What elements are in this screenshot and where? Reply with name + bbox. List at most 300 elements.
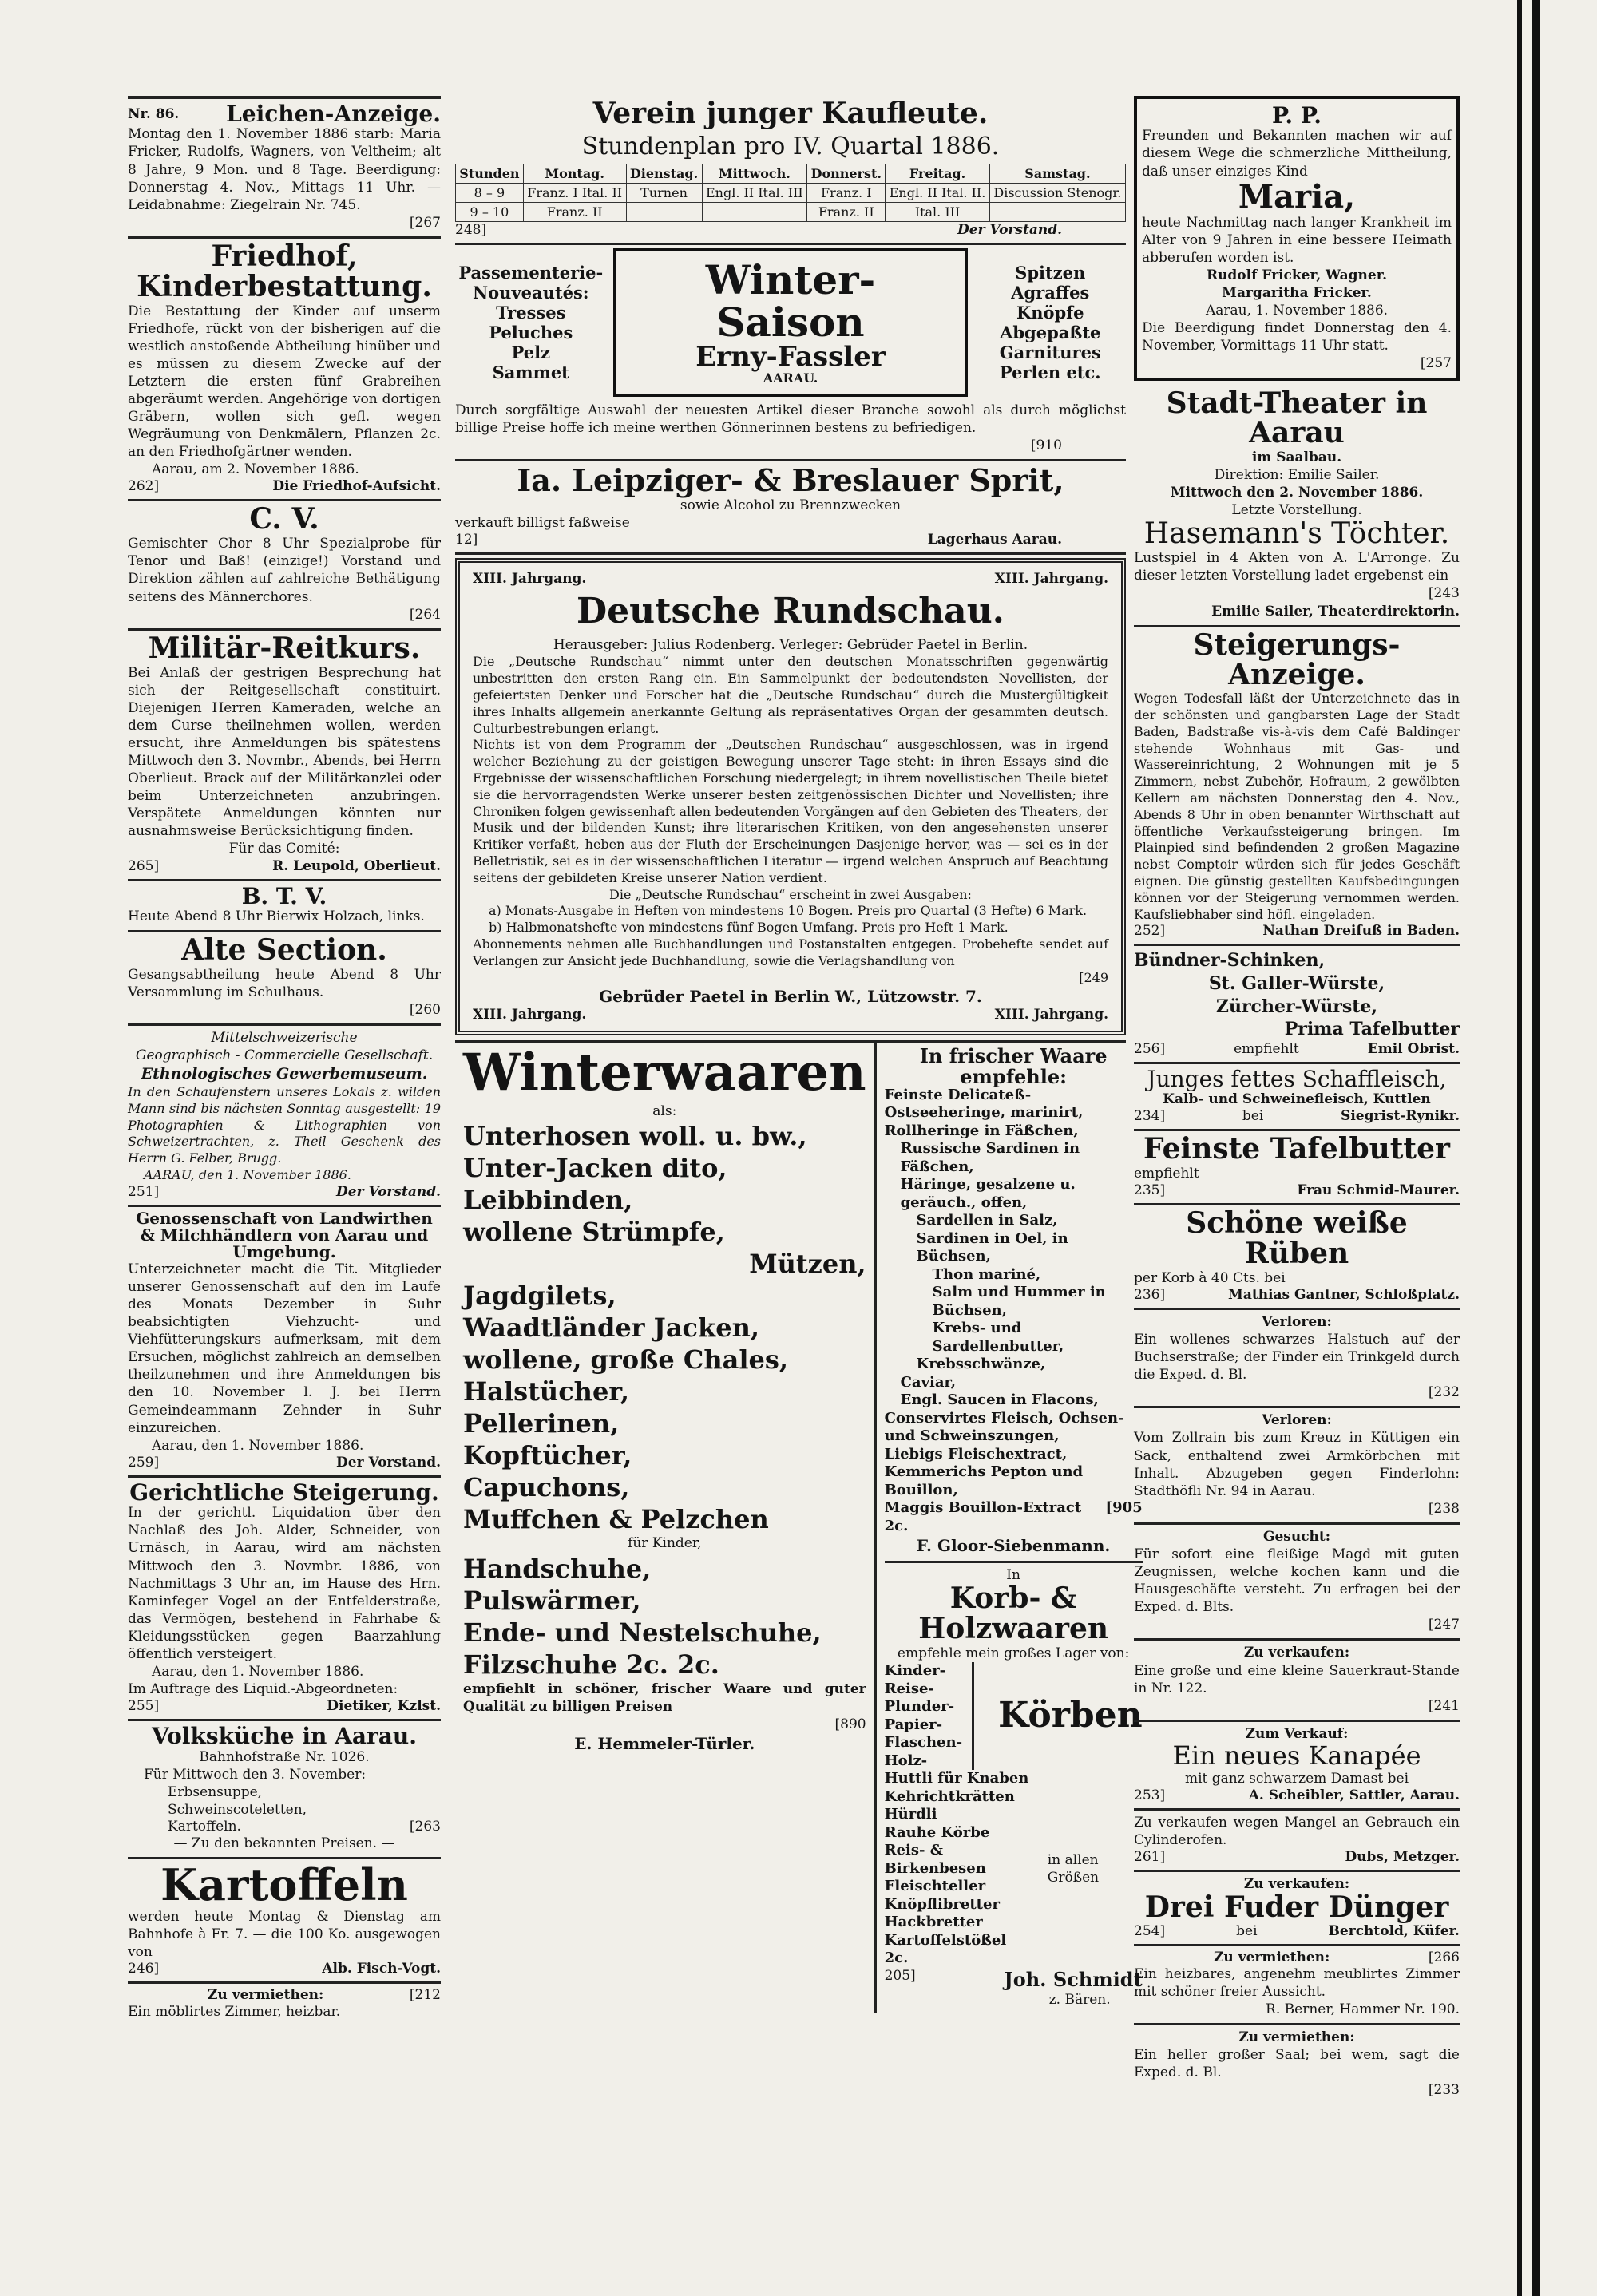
steigerungs-anzeige-ad [1134, 627, 1460, 947]
center-lower-right [874, 1043, 1151, 2013]
ad-title: B. T. V. [241, 882, 327, 909]
ad-place: Aarau, den 1. November 1886. [152, 1664, 364, 1680]
table-cell [989, 203, 1125, 222]
ad-code: 265] [128, 857, 160, 874]
list-item: Halstücher, [463, 1376, 629, 1407]
ad-title: Ethnologisches Gewerbemuseum. [141, 1065, 428, 1083]
page-edge [1532, 0, 1540, 2296]
ad-signature: Joh. Schmidt [1004, 1967, 1143, 1991]
btv-ad [128, 881, 441, 932]
edition-item: b) Halbmonatshefte von mindestens fünf Bogen Umfang. Preis pro Heft 1 Mark. [489, 920, 1009, 936]
ad-title: Gerichtliche Steigerung. [129, 1479, 439, 1506]
ad-signature: Alb. Fisch-Vogt. [322, 1961, 441, 1977]
ad-headline: Drei Fuder Dünger [1144, 1890, 1449, 1924]
rueben-ad [1134, 1205, 1460, 1310]
ad-code: [243 [1428, 585, 1460, 602]
ad-body: Abonnements nehmen alle Buchhandlungen und Postanstalten entgegen. Probehefte sendet auf Verlangen zur Ansicht jede Buchhandlung, sowie die Verlagshandlung von [473, 936, 1108, 968]
ad-body: Die Bestattung der Kinder auf unserm Friedhofe, rückt von der bisherigen auf die westlich anstoßende Abtheilung hinüber und es müssen zu diesem Zwecke auf der Letztern die ersten fünf Grabreihen abgeräumt werden. Angehörige von dortigen Gräbern, wollen sich gefl. wegen Wegräumung von Denkmälern, Pflanzen 2c. an den Friedhofgärtner wenden. [128, 303, 441, 461]
ad-body: Für sofort eine fleißige Magd mit guten Zeugnissen, welche kochen kann und die Hausgeschäfte versteht. Zu erfragen bei der Exped. d. Blts. [1134, 1546, 1460, 1616]
list-item: wollene Strümpfe, [463, 1217, 725, 1248]
edition-item: a) Monats-Ausgabe in Heften von mindestens 10 Bogen. Preis pro Quartal (3 Hefte) 6 Mark. [489, 903, 1088, 919]
ad-line: Im Auftrage des Liquid.-Abgeordneten: [128, 1681, 398, 1698]
table-cell: Franz. II [807, 203, 886, 222]
ad-body: Freunden und Bekannten machen wir auf diesem Wege die schmerzliche Mittheilung, daß unser einziges Kind [1142, 128, 1452, 180]
table-row [456, 203, 1126, 222]
ad-code: [264 [409, 606, 441, 623]
ad-line: verkauft billigst faßweise [455, 515, 630, 532]
list-item: wollene, große Chales, [463, 1344, 788, 1376]
korb-holzwaaren-ad [885, 1563, 1143, 2013]
ad-line: Bahnhofstraße Nr. 1026. [199, 1748, 370, 1765]
ad-title: Steigerungs-Anzeige. [1193, 627, 1401, 692]
list-item: Leibbinden, [463, 1185, 633, 1216]
list-item: Kartoffelstößel 2c. [884, 1931, 1007, 1967]
ad-code: 259] [128, 1454, 160, 1471]
list-item: Engl. Saucen in Flacons, [900, 1391, 1099, 1409]
center-column [455, 96, 1143, 2013]
list-item: Pellerinen, [463, 1408, 620, 1439]
list-item: Ende- und Nestelschuhe, [463, 1617, 822, 1648]
ad-line: Für Mittwoch den 3. November: [144, 1766, 367, 1783]
ad-subtitle: Stundenplan pro IV. Quartal 1886. [581, 132, 1000, 160]
vermieten-ad [128, 1984, 441, 2025]
ad-line: empfehle mein großes Lager von: [897, 1645, 1130, 1661]
list-item: Perlen etc. [999, 362, 1101, 383]
ad-signature: Dubs, Metzger. [1345, 1848, 1460, 1865]
frisch-list [885, 1087, 1143, 1536]
table-header: Montag. [523, 164, 626, 184]
list-item: Muffchen & Pelzchen [463, 1504, 769, 1535]
page-fold-line [1517, 0, 1522, 2296]
table-cell: Discussion Stenogr. [989, 184, 1125, 203]
ad-signature: F. Gloor-Siebenmann. [916, 1536, 1111, 1556]
list-item: Garnitures [999, 342, 1101, 363]
list-item: Knöpfe [1016, 303, 1084, 323]
ad-body: Kalb- und Schweinefleisch, Kuttlen [1163, 1091, 1431, 1108]
ad-title: Friedhof, Kinderbestattung. [137, 239, 432, 303]
sprit-ad [455, 461, 1126, 555]
ad-code: 235] [1134, 1182, 1166, 1199]
menu-item: Kartoffeln. [168, 1819, 241, 1835]
table-row [456, 184, 1126, 203]
list-item: Papier- [884, 1716, 943, 1733]
table-header: Donnerst. [807, 164, 886, 184]
ad-line: In [1006, 1567, 1020, 1584]
play-title: Hasemann's Töchter. [1143, 517, 1450, 551]
ad-signature: Die Friedhof-Aufsicht. [272, 478, 441, 495]
ad-title: Stadt-Theater in Aarau [1166, 386, 1428, 450]
list-item: Prima Tafelbutter [1284, 1019, 1460, 1040]
ad-code: 248] [455, 222, 487, 239]
ad-signature: A. Scheibler, Sattler, Aarau. [1248, 1787, 1460, 1803]
ad-line: z. Bären. [1048, 1991, 1111, 2008]
ad-line: — Zu den bekannten Preisen. — [173, 1835, 395, 1852]
list-item: Russische Sardinen in Fäßchen, [900, 1140, 1080, 1175]
menu-item: Erbsensuppe, [168, 1783, 263, 1800]
ad-body: In den Schaufenstern unseres Lokals z. wilden Mann sind bis nächsten Sonntag ausgestellt: 19 Photographien & Lithographien von Schweizertrachten, z. Theil Geschenk des Herrn G. Felber, Brugg. [128, 1084, 441, 1166]
ad-body: Ein möblirtes Zimmer, heizbar. [128, 2004, 341, 2021]
ad-title: Volksküche in Aarau. [152, 1723, 417, 1750]
ad-title: Verloren: [1262, 1313, 1332, 1330]
ad-signature: Margaritha Fricker. [1222, 285, 1372, 302]
korb-kinds [885, 1662, 1143, 1770]
list-item: Hackbretter [884, 1914, 983, 1931]
ad-body: Unterzeichneter macht die Tit. Mitglieder unserer Genossenschaft auf den im Laufe des Monats Dezember in Suhr beabsichtigten Viehzucht- und Viehfütterungskurs aufmerksam, mit dem Ersuchen, möglichst zahlreich an demselben theilzunehmen und ihre Anmeldungen bis den 10. November l. J. bei Herrn Gemeindeammann Zehnder in Suhr einzureichen. [128, 1261, 441, 1436]
list-item: Handschuhe, [463, 1553, 652, 1584]
ad-title: Zu vermiethen: [1238, 2029, 1355, 2045]
ad-title: C. V. [249, 502, 319, 536]
list-item: Zürcher-Würste, [1215, 996, 1378, 1017]
ad-line: Direktion: Emilie Sailer. [1214, 467, 1380, 484]
list-item: Mützen, [749, 1249, 866, 1280]
ad-signature: Nathan Dreifuß in Baden. [1262, 923, 1460, 940]
table-cell: Ital. III [886, 203, 989, 222]
table-cell: Engl. II Ital. III [702, 184, 807, 203]
ad-body: Ein heller großer Saal; bei wem, sagt die Exped. d. Bl. [1134, 2047, 1460, 2081]
kanapee-ad [1134, 1722, 1460, 1811]
list-item: Huttli für Knaben [884, 1770, 1029, 1787]
ad-signature: Der Vorstand. [336, 1454, 441, 1471]
list-item: Flaschen- [884, 1734, 963, 1752]
ad-signature: E. Hemmeler-Türler. [574, 1733, 755, 1753]
ad-body: Gesangsabtheilung heute Abend 8 Uhr Versammlung im Schulhaus. [128, 966, 441, 1000]
ad-title: Verloren: [1262, 1412, 1332, 1429]
year-label: XIII. Jahrgang. [994, 571, 1108, 588]
ad-code: [263 [409, 1819, 441, 1835]
ad-code: 236] [1134, 1286, 1166, 1303]
menu-item: Schweinscoteletten, [168, 1801, 307, 1818]
table-cell [626, 203, 702, 222]
ad-title: Verein junger Kaufleute. [592, 97, 989, 130]
ad-code: 254] [1134, 1922, 1166, 1939]
editor-line: Herausgeber: Julius Rodenberg. Verleger: Gebrüder Paetel in Berlin. [553, 637, 1028, 654]
ad-signature: Der Vorstand. [957, 222, 1062, 239]
stadt-theater-ad [1134, 386, 1460, 627]
ad-body: mit ganz schwarzem Damast bei [1184, 1770, 1409, 1787]
table-cell: 8 – 9 [456, 184, 524, 203]
ad-signature: Rudolf Fricker, Wagner. [1206, 267, 1388, 283]
list-item: Kemmerichs Pepton und Bouillon, [884, 1463, 1084, 1498]
ad-signature: Dietiker, Kzlst. [327, 1698, 441, 1715]
ad-line: Letzte Vorstellung. [1231, 502, 1362, 519]
ad-line: sowie Alcohol zu Brennzwecken [680, 497, 902, 513]
ad-title: Winterwaaren [463, 1043, 866, 1103]
list-item: Hürdli [884, 1806, 937, 1823]
ad-title: Militär-Reitkurs. [148, 631, 421, 665]
ad-code: 261] [1134, 1848, 1166, 1865]
list-item: Jagdgilets, [463, 1281, 616, 1312]
deutsche-rundschau-ad [455, 555, 1126, 1043]
ad-title: Korb- & Holzwaaren [918, 1581, 1109, 1646]
list-item: Salm und Hummer in Büchsen, [932, 1284, 1106, 1319]
table-header: Freitag. [886, 164, 989, 184]
ad-headline: Ein neues Kanapée [1172, 1740, 1421, 1771]
ad-body: Zu verkaufen wegen Mangel an Gebrauch ein Cylinderofen. [1134, 1814, 1460, 1848]
buendner-ad [1134, 946, 1460, 1063]
list-item: Krebs- und Sardellenbutter, [932, 1320, 1064, 1355]
year-label: XIII. Jahrgang. [473, 571, 587, 588]
ad-signature: Emil Obrist. [1367, 1040, 1460, 1057]
winter-saison-ad [455, 245, 1126, 461]
ad-line: als: [652, 1103, 677, 1120]
ad-code: 256] [1134, 1040, 1166, 1057]
ad-title: Kartoffeln [160, 1859, 408, 1911]
list-item: Agraffes [1011, 283, 1090, 303]
right-column [1134, 96, 1460, 2104]
issue-number: Nr. 86. [128, 105, 180, 122]
table-cell: Turnen [626, 184, 702, 203]
firm-place: AARAU. [763, 370, 818, 386]
left-column [128, 96, 441, 2025]
ad-body: heute Nachmittag nach langer Krankheit im Alter von 9 Jahren in eine bessere Heimath abberufen worden ist. [1142, 214, 1452, 266]
ad-signature: Lagerhaus Aarau. [927, 532, 1062, 548]
genossenschaft-ad [128, 1207, 441, 1478]
table-header: Dienstag. [626, 164, 702, 184]
list-item: Rauhe Körbe [884, 1823, 990, 1841]
list-item: St. Galler-Würste, [1208, 973, 1385, 994]
winterwaaren-ad [455, 1043, 874, 2013]
tafelbutter-ad [1134, 1131, 1460, 1205]
list-item: Liebigs Fleischextract, [884, 1445, 1068, 1463]
list-item: Nouveautés: [472, 283, 589, 303]
vermiethen-2-ad [1134, 2025, 1460, 2104]
year-label: XIII. Jahrgang. [994, 1007, 1108, 1023]
ad-signature: Berchtold, Küfer. [1328, 1922, 1460, 1939]
deceased-name: Maria, [1238, 177, 1356, 216]
list-item: Passementerie- [458, 263, 604, 283]
ad-title: Gesucht: [1262, 1528, 1331, 1545]
volkskueche-ad [128, 1721, 441, 1859]
ad-code: 253] [1134, 1787, 1166, 1803]
ad-body: per Korb à 40 Cts. bei [1134, 1269, 1286, 1286]
table-cell: Franz. I [807, 184, 886, 203]
table-cell: Franz. I Ital. II [523, 184, 626, 203]
ad-code: [238 [1428, 1500, 1460, 1517]
list-item: Plunder- [884, 1698, 955, 1716]
ad-title: Leichen-Anzeige. [226, 101, 441, 127]
list-item: Sardinen in Oel, in Büchsen, [916, 1229, 1068, 1265]
ad-code: 205] [884, 1967, 916, 1984]
ad-code: 246] [128, 1961, 160, 1977]
list-item: Knöpflibretter [884, 1895, 1000, 1913]
ad-code: [247 [1428, 1617, 1460, 1633]
militaer-reitkurs-ad [128, 631, 441, 881]
list-item: Tresses [496, 303, 566, 323]
vermiethen-1-ad [1134, 1946, 1460, 2025]
ad-title: P. P. [1271, 102, 1322, 129]
ad-body: Nichts ist von dem Programm der „Deutschen Rundschau“ ausgeschlossen, was in irgend welcher Beziehung zu der geistigen Bewegung unserer Tage steht: in ihren Essays sind die Ergebnisse der wissenschaftlichen Forschung niedergelegt; in ihrem novellistischen Theile bietet sie die hervorragendsten Werke unserer besten zeitgenössischen Dichter und Novellisten; ihre Chroniken folgen gewissenhaft allen bedeutenden Vorgängen auf den Gebieten des Theaters, der Musik und der bildenden Kunst; ihre literarischen Kritiken, von den angesehensten unserer Kritiker verfaßt, heben aus der Fluth der Erscheinungen Dasjenige hervor, was — sei es in der Belletristik, sei es in der wissenschaftlichen Literatur — irgend welchen Anspruch auf Beachtung seitens der gebildeten Kreise unserer Nation verdient. [473, 737, 1108, 885]
ad-title: Deutsche Rundschau. [576, 591, 1005, 632]
publisher-line: Gebrüder Paetel in Berlin W., Lützowstr. 7. [599, 987, 982, 1007]
list-item: Thon mariné, [932, 1265, 1041, 1283]
ad-place: Aarau, 1. November 1886. [1205, 303, 1389, 319]
ad-body: Heute Abend 8 Uhr Bierwix Holzach, links. [128, 908, 425, 924]
gesucht-ad [1134, 1525, 1460, 1641]
ad-code: [232 [1428, 1384, 1460, 1401]
ad-title: Zu vermiethen: [1214, 1949, 1330, 1965]
ad-line: im Saalbau. [1251, 449, 1342, 466]
friedhof-ad [128, 239, 441, 502]
korb-item-list [885, 1770, 1032, 1968]
firm-name: Erny-Fassler [695, 341, 886, 374]
verloren-2-ad [1134, 1408, 1460, 1525]
alte-section-ad [128, 932, 441, 1026]
ad-code: [905 [1105, 1499, 1143, 1517]
list-item: Maggis Bouillon-Extract 2c. [884, 1499, 1082, 1534]
table-cell: Engl. II Ital. II. [886, 184, 989, 203]
ad-line: Geographisch - Commercielle Gesellschaft. [135, 1047, 434, 1064]
ad-signature: Mathias Gantner, Schloßplatz. [1228, 1286, 1460, 1303]
list-item: Sammet [492, 362, 569, 383]
list-item: Conservirtes Fleisch, Ochsen- und Schweinszungen, [884, 1409, 1124, 1445]
ad-body: In der gerichtl. Liquidation über den Nachlaß des Joh. Alder, Schneider, von Urnäsch, in Aarau, wird am nächsten Mittwoch den 3. Novmbr. 1886, von Nachmittags 3 Uhr an, im Hause des Hrn. Kaminfeger Vogel an der Entfelderstraße, das Vermögen, bestehend in Fahrhabe & Kleidungsstücken gegen Baarzahlung öffentlich versteigert. [128, 1505, 441, 1662]
kartoffeln-ad [128, 1859, 441, 1984]
ad-body: Lustspiel in 4 Akten von A. L'Arronge. Zu dieser letzten Vorstellung ladet ergebenst ein [1134, 550, 1460, 584]
ad-body: Vom Zollrain bis zum Kreuz in Küttigen ein Sack, enthaltend zwei Armkörbchen mit Inhalt. Abzugeben gegen Finderlohn: Stadthöfli Nr. 94 in Aarau. [1134, 1430, 1460, 1499]
list-item: für Kinder, [628, 1535, 702, 1552]
ad-signature: Emilie Sailer, Theaterdirektorin. [1211, 603, 1460, 620]
ad-body: Durch sorgfältige Auswahl der neuesten Artikel dieser Branche sowohl als durch möglichst billige Preise hoffe ich meine werthen Gönnerinnen bestens zu befriedigen. [455, 402, 1126, 436]
list-item: Capuchons, [463, 1472, 630, 1503]
ad-code: 251] [128, 1183, 160, 1200]
rundschau-frame [455, 558, 1126, 1035]
korb-items [885, 1770, 1143, 1968]
list-item: Fleischteller [884, 1878, 986, 1895]
ad-body: Wegen Todesfall läßt der Unterzeichnete das in der schönsten und gangbarsten Lage der Stadt Baden, Badstraße vis-à-vis dem Café Baldinger stehende Wohnhaus mit Gas- und Wassereinrichtung, 2 Wohnungen mit je 5 Zimmern, nebst Zubehör, Hofraum, 2 gewölbten Kellern am nächsten Donnerstag den 4. Nov., Abends 8 Uhr in oben benannter Wirthschaft auf öffentliche Verkaufssteigerung bringen. Im Plainpied sind befindenden 2 großen Magazine nebst Comptoir würden sich für jedes Geschäft eignen. Die günstig gestellten Kaufsbedingungen können vor der Steigerung vernommen werden. Kaufsliebhaber sind höfl. eingeladen. [1134, 691, 1460, 922]
list-item: Peluches [489, 323, 573, 343]
ad-title: Ia. Leipziger- & Breslauer Sprit, [517, 462, 1064, 499]
ad-title: Junges fettes Schaffleisch, [1147, 1065, 1447, 1092]
list-item: Unterhosen woll. u. bw., [463, 1121, 807, 1152]
gerichtliche-steigerung-ad [128, 1478, 441, 1721]
ad-line: empfiehlt [1134, 1166, 1199, 1182]
ad-place: Aarau, den 1. November 1886. [152, 1437, 364, 1454]
ad-code: [249 [1079, 969, 1108, 985]
ad-code: 262] [128, 478, 160, 495]
ad-body: Die „Deutsche Rundschau“ nimmt unter den deutschen Monatsschriften gegenwärtig unbestritten den ersten Rang ein. Ein Sammelpunkt der bedeutendsten Novellisten, der gefeiertsten Denker und Forscher hat die „Deutsche Rundschau“ durch die Mustergültigkeit ihres Inhalts allgemein anerkannte Geltung als repräsentatives Organ der gesammten deutsch. Culturbestrebungen erlangt. [473, 654, 1108, 736]
schaffleisch-ad [1134, 1064, 1460, 1131]
ad-body: Gemischter Chor 8 Uhr Spezialprobe für Tenor und Baß! (einzige!) Vorstand und Direktion zählen auf zahlreiche Bethätigung seitens des Männerchores. [128, 536, 441, 605]
ad-title: Winter-Saison [705, 256, 876, 346]
ad-title: Zu verkaufen: [1243, 1875, 1350, 1892]
ad-title: Alte Section. [181, 933, 387, 968]
ad-code: [890 [834, 1716, 866, 1732]
list-item: Pelz [511, 342, 550, 363]
winter-saison-box [613, 248, 969, 396]
center-lower-columns [455, 1043, 1143, 2013]
list-item: Pulswärmer, [463, 1585, 641, 1616]
table-cell [702, 203, 807, 222]
ad-line: empfiehlt [1234, 1040, 1299, 1057]
ad-signature: Frau Schmid-Maurer. [1297, 1182, 1460, 1199]
verein-kaufleute-ad [455, 96, 1126, 245]
ad-code: [257 [1420, 355, 1452, 372]
list-item: Abgepaßte [1000, 323, 1101, 343]
list-item: Bündner-Schinken, [1134, 950, 1326, 972]
ad-code: [212 [409, 1987, 441, 2004]
duenger-ad [1134, 1872, 1460, 1946]
korb-kind-list [885, 1662, 974, 1770]
schedule-header-row [456, 164, 1126, 184]
winter-right-list [974, 263, 1126, 382]
ad-title: Zu vermiethen: [208, 1987, 324, 2004]
winterwaaren-list [463, 1120, 866, 1680]
sizes-note: in allen Größen [1047, 1851, 1100, 1886]
ad-body: Die „Deutsche Rundschau“ erscheint in zwei Ausgaben: [609, 886, 972, 902]
ad-title: Genossenschaft von Landwirthen & Milchhändlern von Aarau und Umgebung. [136, 1208, 433, 1261]
ad-title: Feinste Tafelbutter [1143, 1132, 1450, 1166]
list-item: Krebsschwänze, [916, 1356, 1046, 1373]
ad-body: Bei Anlaß der gestrigen Besprechung hat sich der Reitgesellschaft constituirt. Diejenigen Herren Kameraden, welche an dem Curse theilnehmen wollen, werden ersucht, ihre Anmeldungen bis spätestens Mittwoch den 3. Novmbr., Abends, bei Herrn Oberlieut. Brack auf der Militärkanzlei oder beim Unterzeichneten anzubringen. Verspätete Anmeldungen könnten nur ausnahmsweise Berücksichtigung finden. [128, 664, 441, 840]
ad-line: Mittelschweizerische [211, 1030, 358, 1047]
cylinderofen-ad [1134, 1811, 1460, 1872]
table-header: Mittwoch. [702, 164, 807, 184]
ad-title: Zum Verkauf: [1245, 1725, 1349, 1742]
ad-code: [267 [409, 214, 441, 231]
list-item: Rollheringe in Fäßchen, [884, 1122, 1079, 1139]
ad-title: Schöne weiße Rüben [1186, 1206, 1408, 1270]
ad-body: Ein wollenes schwarzes Halstuch auf der Buchserstraße; der Finder ein Trinkgeld durch die Exped. d. Bl. [1134, 1331, 1460, 1384]
ad-signature: R. Leupold, Oberlieut. [272, 857, 441, 874]
ad-code: 12] [455, 532, 478, 548]
ad-place: AARAU, den 1. November 1886. [144, 1167, 351, 1182]
list-item: Waadtländer Jacken, [463, 1312, 759, 1344]
koerben-label: Körben [998, 1695, 1143, 1736]
leichen-anzeige [128, 96, 441, 239]
list-item: Filzschuhe 2c. 2c. [463, 1649, 719, 1680]
list-item: Feinste Delicateß-Ostseeheringe, marinirt, [884, 1086, 1084, 1122]
list-item: Unter-Jacken dito, [463, 1153, 727, 1184]
ad-code: [266 [1428, 1949, 1460, 1965]
ad-signature: Der Vorstand. [336, 1183, 441, 1200]
year-label: XIII. Jahrgang. [473, 1007, 587, 1023]
ad-code: [233 [1428, 2082, 1460, 2099]
ad-place: Aarau, am 2. November 1886. [152, 461, 359, 478]
list-item: Häringe, gesalzene u. geräuch., offen, [900, 1176, 1076, 1211]
table-cell: 9 – 10 [456, 203, 524, 222]
ad-line: Mittwoch den 2. November 1886. [1170, 485, 1424, 501]
ad-signature: R. Berner, Hammer Nr. 190. [1266, 2001, 1460, 2017]
pp-notice [1134, 96, 1460, 381]
ad-code: [241 [1428, 1697, 1460, 1714]
ad-body: Montag den 1. November 1886 starb: Maria Fricker, Rudolfs, Wagners, von Veltheim; alt 8 Jahre, 9 Mon. und 8 Tage. Beerdigung: Donnerstag 4. Nov., Mittags 11 Uhr. — Leidabnahme: Ziegelrain Nr. 745. [128, 126, 441, 213]
ad-body: Die Beerdigung findet Donnerstag den 4. November, Vormittags 11 Uhr statt. [1142, 320, 1452, 354]
cv-ad [128, 501, 441, 630]
ad-signature: Siegrist-Rynikr. [1341, 1108, 1460, 1125]
schedule-table [455, 164, 1126, 222]
table-header: Stunden [456, 164, 524, 184]
list-item: Kopftücher, [463, 1440, 632, 1471]
ad-code: 252] [1134, 923, 1166, 940]
ad-body: Ein heizbares, angenehm meublirtes Zimmer mit schöner freier Aussicht. [1134, 1965, 1460, 2000]
list-item: Caviar, [900, 1373, 956, 1391]
ad-code: [910 [1030, 437, 1062, 453]
list-item: Reise- [884, 1680, 934, 1697]
ad-title: Zu verkaufen: [1243, 1645, 1350, 1661]
list-item: Kinder- [884, 1662, 946, 1680]
frische-waare-ad [885, 1043, 1143, 1563]
verloren-1-ad [1134, 1310, 1460, 1408]
ad-line: bei [1242, 1108, 1264, 1125]
ad-code: 234] [1134, 1108, 1166, 1125]
ad-code: [260 [409, 1002, 441, 1019]
ad-code: 255] [128, 1698, 160, 1715]
verkaufen-1-ad [1134, 1641, 1460, 1721]
ad-body: werden heute Montag & Dienstag am Bahnhofe à Fr. 7. — die 100 Ko. ausgewogen von [128, 1908, 441, 1960]
winter-left-list [455, 263, 607, 382]
list-item: Spitzen [1015, 263, 1086, 283]
ad-committee: Für das Comité: [228, 841, 340, 857]
